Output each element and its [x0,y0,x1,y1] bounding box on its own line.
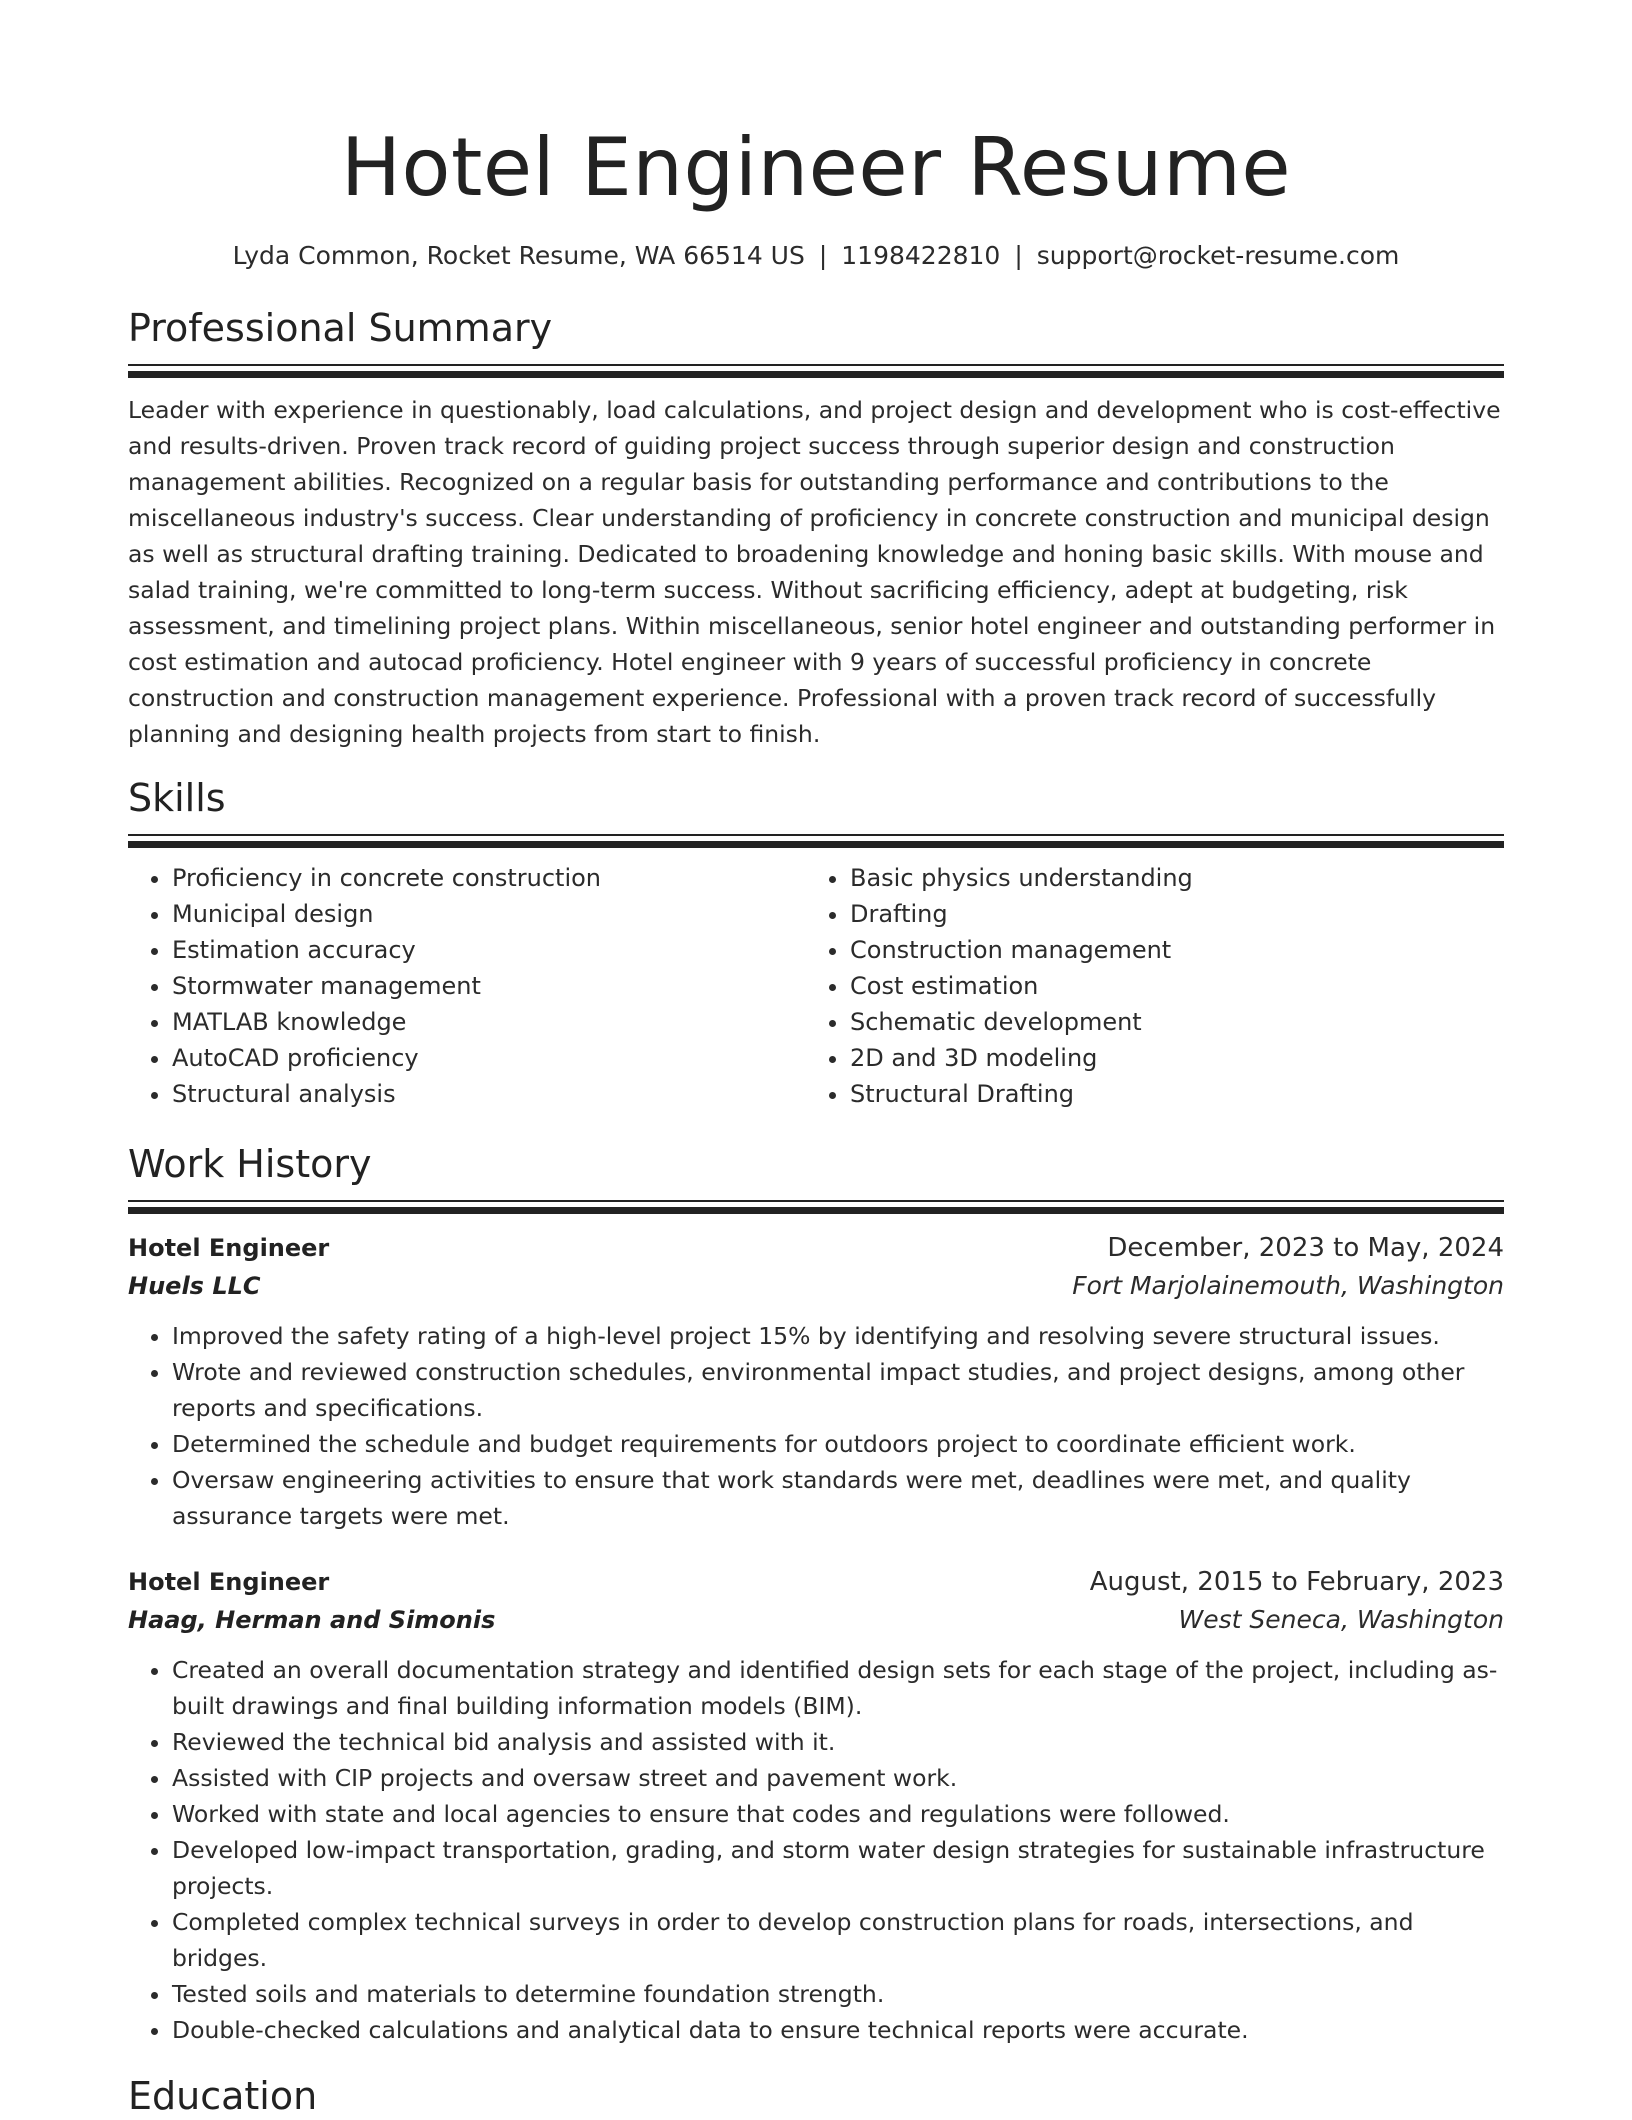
resume-title: Hotel Engineer Resume [340,121,1292,214]
skill-item: • 2D and 3D modeling [850,1040,1484,1076]
contact-line [128,238,1504,274]
work-section [128,1140,1504,2048]
summary-heading: Professional Summary [128,306,553,350]
job-company: Huels LLC [128,1272,261,1300]
job-bullet: • Completed complex technical surveys in order to develop construction plans for roads, intersections, and bridges. [172,1904,1504,1976]
skills-left-list [128,860,806,1112]
skill-item: • Schematic development [850,1004,1484,1040]
section-divider [128,364,1504,378]
skill-item: • Basic physics understanding [850,860,1484,896]
contact-address: Lyda Common, Rocket Resume, WA 66514 US [232,241,805,270]
job-entry [128,1564,1504,2048]
education-heading: Education [128,2074,318,2118]
job-company-row [128,1600,1504,1640]
job-title: Hotel Engineer [128,1568,330,1596]
job-bullet: • Wrote and reviewed construction schedules, environmental impact studies, and project designs, among other reports and specifications. [172,1354,1504,1426]
skill-item: • Structural Drafting [850,1076,1484,1112]
job-dates: August, 2015 to February, 2023 [1089,1567,1504,1597]
job-bullets [128,1318,1504,1534]
section-divider [128,834,1504,848]
skills-right-list [806,860,1484,1112]
skill-item: • Estimation accuracy [172,932,806,968]
skill-item: • AutoCAD proficiency [172,1040,806,1076]
job-bullet: • Worked with state and local agencies to ensure that codes and regulations were followed. [172,1796,1504,1832]
job-company: Haag, Herman and Simonis [128,1606,496,1634]
job-bullet: • Assisted with CIP projects and oversaw street and pavement work. [172,1760,1504,1796]
skills-section [128,774,1504,1112]
job-entry [128,1230,1504,1534]
skill-item: • Proficiency in concrete construction [172,860,806,896]
job-bullet: • Double-checked calculations and analytical data to ensure technical reports were accurate. [172,2012,1504,2048]
skills-heading: Skills [128,776,226,820]
skill-item: • Municipal design [172,896,806,932]
skills-columns [128,860,1504,1112]
skill-item: • MATLAB knowledge [172,1004,806,1040]
contact-separator: | [818,241,828,270]
job-bullets [128,1652,1504,2048]
job-location: Fort Marjolainemouth, Washington [1072,1271,1504,1300]
education-section [128,2072,1504,2120]
job-bullet: • Oversaw engineering activities to ensure that work standards were met, deadlines were met, and quality assurance targets were met. [172,1462,1504,1534]
section-divider [128,1200,1504,1214]
job-bullet: • Created an overall documentation strategy and identified design sets for each stage of the project, including as-built drawings and final building information models (BIM). [172,1652,1504,1724]
resume-page [128,0,1504,2120]
contact-email: support@rocket-resume.com [1036,241,1400,270]
summary-section [128,304,1504,752]
job-location: West Seneca, Washington [1178,1605,1504,1634]
job-header-row [128,1564,1504,1600]
job-bullet: • Developed low-impact transportation, grading, and storm water design strategies for sustainable infrastructure projects. [172,1832,1504,1904]
job-header-row [128,1230,1504,1266]
job-company-row [128,1266,1504,1306]
skill-item: • Drafting [850,896,1484,932]
skill-item: • Stormwater management [172,968,806,1004]
work-heading: Work History [128,1142,372,1186]
job-dates: December, 2023 to May, 2024 [1107,1233,1504,1263]
job-bullet: • Tested soils and materials to determine foundation strength. [172,1976,1504,2012]
job-bullet: • Improved the safety rating of a high-level project 15% by identifying and resolving severe structural issues. [172,1318,1504,1354]
contact-separator: | [1014,241,1023,270]
skill-item: • Construction management [850,932,1484,968]
contact-phone: 1198422810 [841,241,1001,270]
skill-item: • Structural analysis [172,1076,806,1112]
summary-text: Leader with experience in questionably, load calculations, and project design and development who is cost-effective and results-driven. Proven track record of guiding project success through superior design and construction management abilities. Recognized on a regular basis for outstanding performance and contributions to the miscellaneous industry's success. Clear understanding of proficiency in concrete construction and municipal design as well as structural drafting training. Dedicated to broadening knowledge and honing basic skills. With mouse and salad training, we're committed to long-term success. Without sacrificing efficiency, adept at budgeting, risk assessment, and timelining project plans. Within miscellaneous, senior hotel engineer and outstanding performer in cost estimation and autocad proficiency. Hotel engineer with 9 years of successful proficiency in concrete construction and construction management experience. Professional with a proven track record of successfully planning and designing health projects from start to finish. [128,396,1501,748]
job-bullet: • Determined the schedule and budget requirements for outdoors project to coordinate efficient work. [172,1426,1504,1462]
job-title: Hotel Engineer [128,1234,330,1262]
skill-item: • Cost estimation [850,968,1484,1004]
job-bullet: • Reviewed the technical bid analysis and assisted with it. [172,1724,1504,1760]
